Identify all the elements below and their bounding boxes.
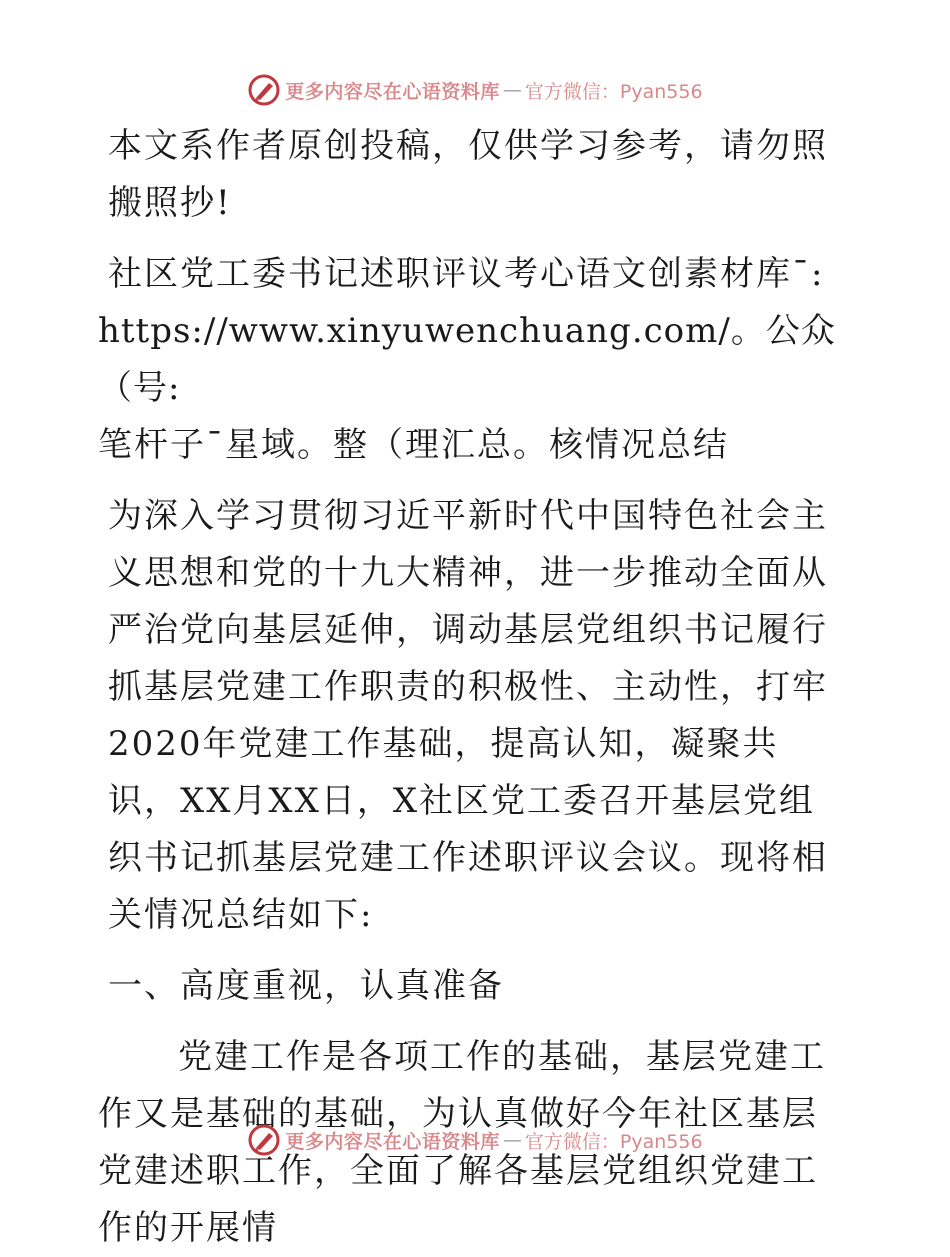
section-paragraph: 党建工作是各项工作的基础，基层党建工作又是基础的基础，为认真做好今年社区基层党建述职工作，全面了解各基层党组织党建工作的开展情 xyxy=(98,1037,826,1248)
pen-circle-logo-icon xyxy=(247,1123,281,1157)
intro-paragraph: 为深入学习贯彻习近平新时代中国特色社会主义思想和党的十九大精神，进一步推动全面从严治党向基层延伸，调动基层党组织书记履行抓基层党建工作职责的积极性、主动性，打牢2020年党建工作基础，提高认知，凝聚共识，XX月XX日，X社区党工委召开基层党组织书记抓基层党建工作述职评议会议。现将相关情况总结如下: xyxy=(108,496,828,935)
banner-wechat-text: 官方微信：Pyan556 xyxy=(524,80,703,103)
document-title-line: 社区党工委书记述职评议考心语文创素材库¯: xyxy=(108,254,825,294)
header-banner xyxy=(0,72,950,108)
banner-brand-text: 更多内容尽在心语资料库 xyxy=(285,1130,500,1153)
banner-separator: — xyxy=(502,79,522,101)
document-url-line: https://www.xinyuwenchuang.com/。公众（号: xyxy=(98,311,836,408)
copyright-notice: 本文系作者原创投稿，仅供学习参考，请勿照搬照抄! xyxy=(108,126,828,223)
pen-circle-logo-icon xyxy=(247,73,281,107)
document-title-tail: 笔杆子¯星域。整（理汇总。核情况总结 xyxy=(98,425,729,465)
banner-separator: — xyxy=(502,1129,522,1151)
footer-banner xyxy=(0,1122,950,1158)
document-body xyxy=(98,118,850,1257)
banner-wechat-text: 官方微信：Pyan556 xyxy=(524,1130,703,1153)
section-heading: 一、高度重视，认真准备 xyxy=(108,966,504,1006)
banner-brand-text: 更多内容尽在心语资料库 xyxy=(285,80,500,103)
